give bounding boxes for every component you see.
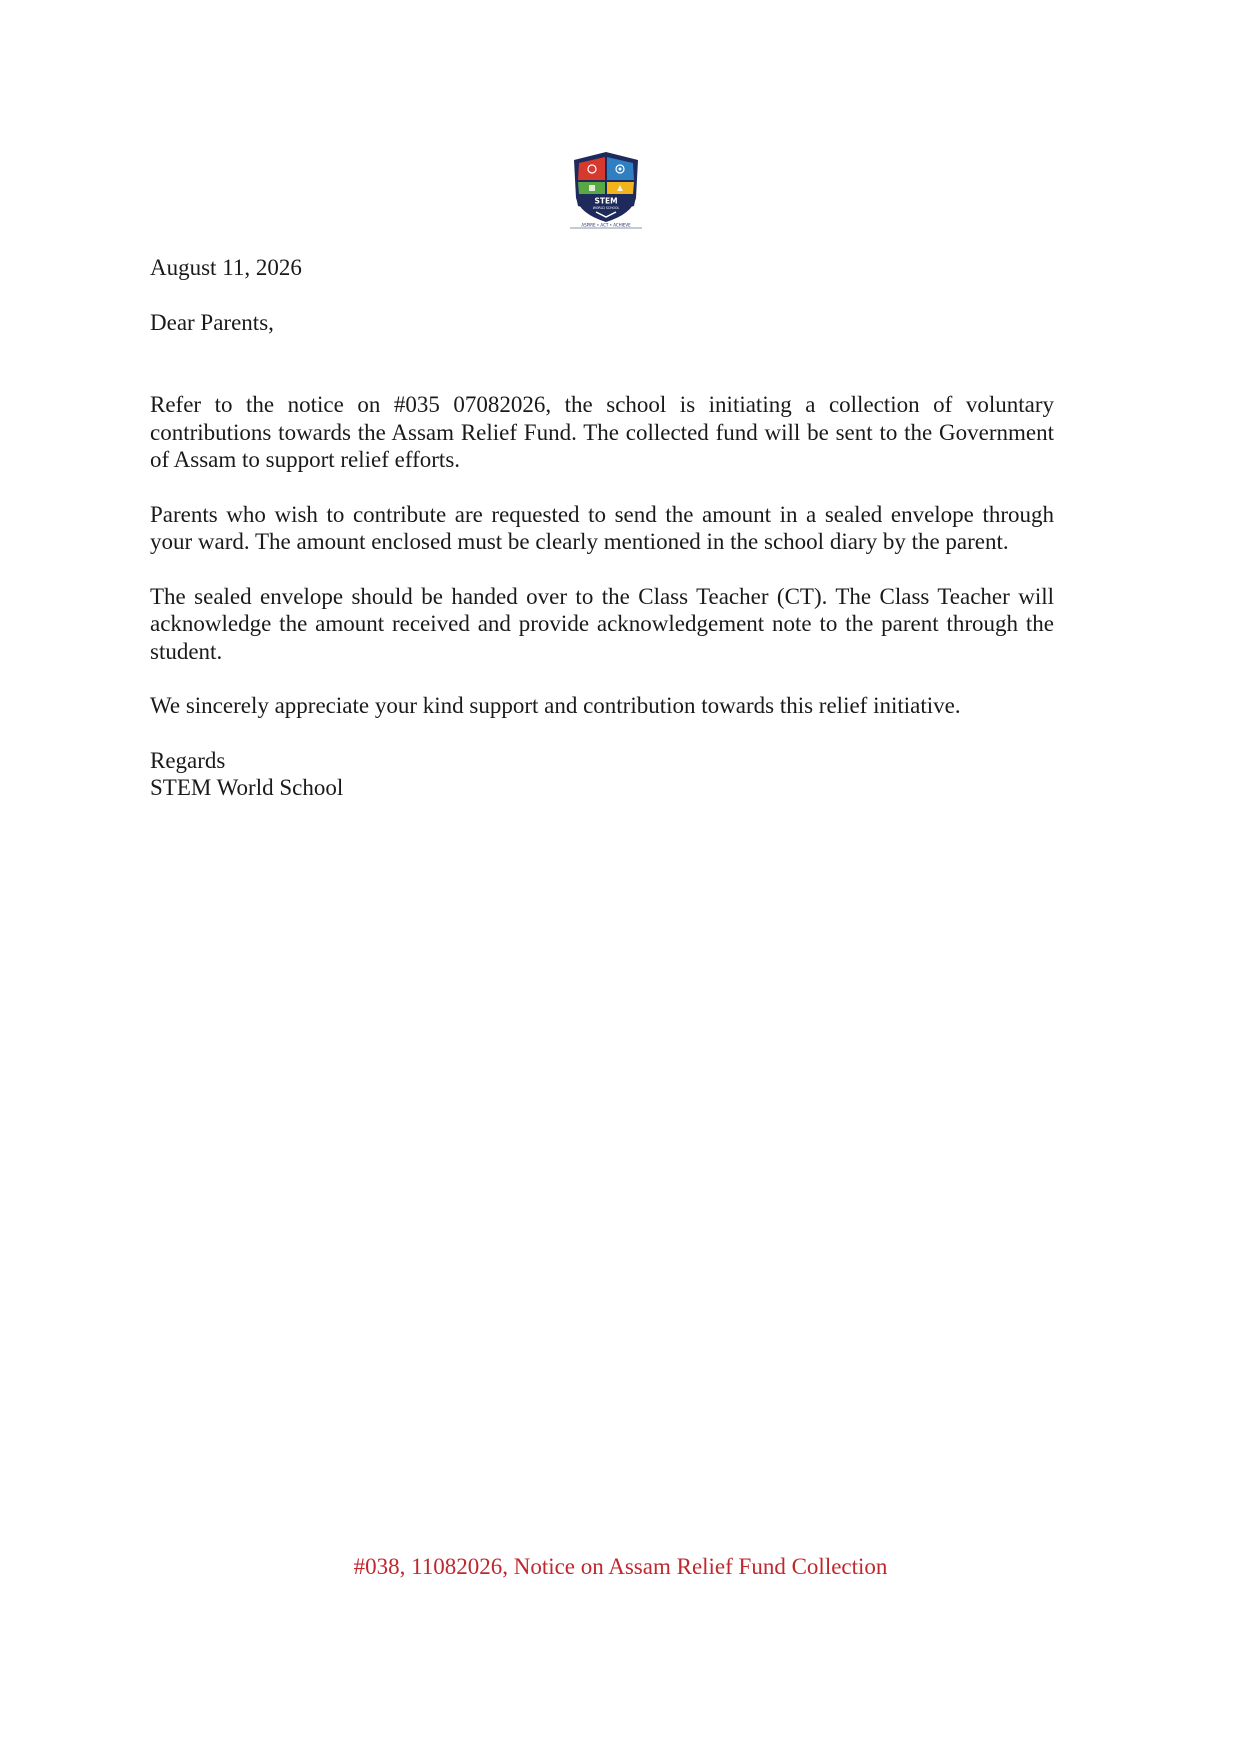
notice-reference: #038, 11082026, Notice on Assam Relief Fund Collection <box>353 1554 888 1579</box>
letter-date: August 11, 2026 <box>150 255 302 280</box>
paragraph-contribution-instructions: Parents who wish to contribute are requested to send the amount in a sealed envelope through your ward. The amount enclosed must be clearly mentioned in the school diary by the parent. <box>150 501 1054 554</box>
signoff: STEM World School <box>150 775 344 800</box>
salutation: Dear Parents, <box>150 309 274 335</box>
logo-motto: ASPIRE • ACT • ACHIEVE <box>581 222 631 228</box>
logo-name: STEM <box>594 196 618 206</box>
logo-subtitle: WORLD SCHOOL <box>592 206 620 210</box>
letter-body <box>150 254 1054 802</box>
school-logo <box>566 150 646 232</box>
closing: Regards <box>150 747 226 773</box>
paragraph-appreciation: We sincerely appreciate your kind support and contribution towards this relief initiative. <box>150 693 961 718</box>
paragraph-class-teacher: The sealed envelope should be handed over to the Class Teacher (CT). The Class Teacher will acknowledge the amount received and provide acknowledgement note to the parent through the student. <box>150 583 1054 664</box>
paragraph-fund-intro: Refer to the notice on #035 07082026, the school is initiating a collection of voluntary contributions towards the Assam Relief Fund. The collected fund will be sent to the Government of Assam to support relief efforts. <box>150 392 1054 472</box>
